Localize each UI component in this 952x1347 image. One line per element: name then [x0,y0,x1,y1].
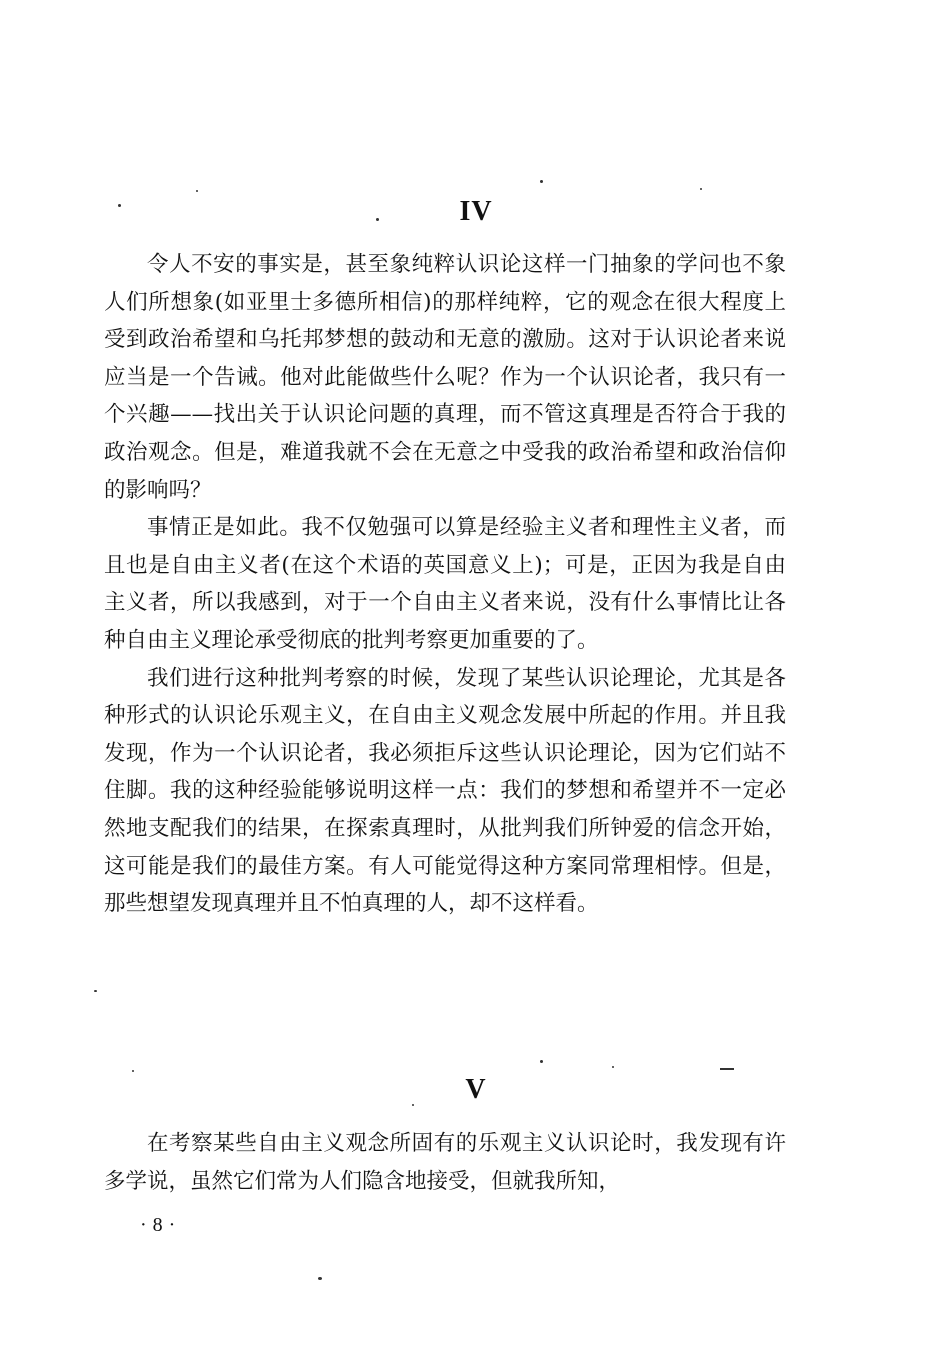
paragraph: 事情正是如此。我不仅勉强可以算是经验主义者和理性主义者，而且也是自由主义者(在这个术语的英国意义上)；可是，正因为我是自由主义者，所以我感到，对于一个自由主义者来说，没有什么事情比让各种自由主义理论承受彻底的批判考察更加重要的了。 [104,515,786,653]
scan-speck [196,190,198,192]
scan-speck [118,204,121,207]
paragraph: 在考察某些自由主义观念所固有的乐观主义认识论时，我发现有许多学说，虽然它们常为人们隐含地接受，但就我所知， [104,1131,786,1194]
scan-speck [540,1060,543,1063]
paragraph: 我们进行这种批判考察的时候，发现了某些认识论理论，尤其是各种形式的认识论乐观主义，在自由主义观念发展中所起的作用。并且我发现，作为一个认识论者，我必须拒斥这些认识论理论，因为它们站不住脚。我的这种经验能够说明这样一点：我们的梦想和希望并不一定必然地支配我们的结果，在探索真理时，从批判我们所钟爱的信念开始，这可能是我们的最佳方案。有人可能觉得这种方案同常理相悖。但是，那些想望发现真理并且不怕真理的人，却不这样看。 [104,665,786,917]
scan-speck [94,990,97,992]
scan-speck [720,1068,734,1070]
section-heading-v: V [465,1074,487,1105]
section-iv-body [104,246,786,923]
scan-speck [412,1104,414,1106]
section-v-body [104,1125,786,1200]
scan-speck [132,1070,134,1072]
scan-speck [318,1277,322,1280]
section-heading-iv: IV [459,196,493,227]
scan-speck [700,188,702,190]
scan-speck [540,180,543,183]
paragraph: 令人不安的事实是，甚至象纯粹认识论这样一门抽象的学问也不象人们所想象(如亚里士多德所相信)的那样纯粹，它的观念在很大程度上受到政治希望和乌托邦梦想的鼓动和无意的激励。这对于认识论者来说应当是一个告诫。他对此能做些什么呢？作为一个认识论者，我只有一个兴趣——找出关于认识论问题的真理，而不管这真理是否符合于我的政治观念。但是，难道我就不会在无意之中受我的政治希望和政治信仰的影响吗？ [104,252,786,503]
scan-speck [612,1066,614,1068]
scan-speck [376,218,379,221]
page-number: ·8· [140,1214,182,1236]
